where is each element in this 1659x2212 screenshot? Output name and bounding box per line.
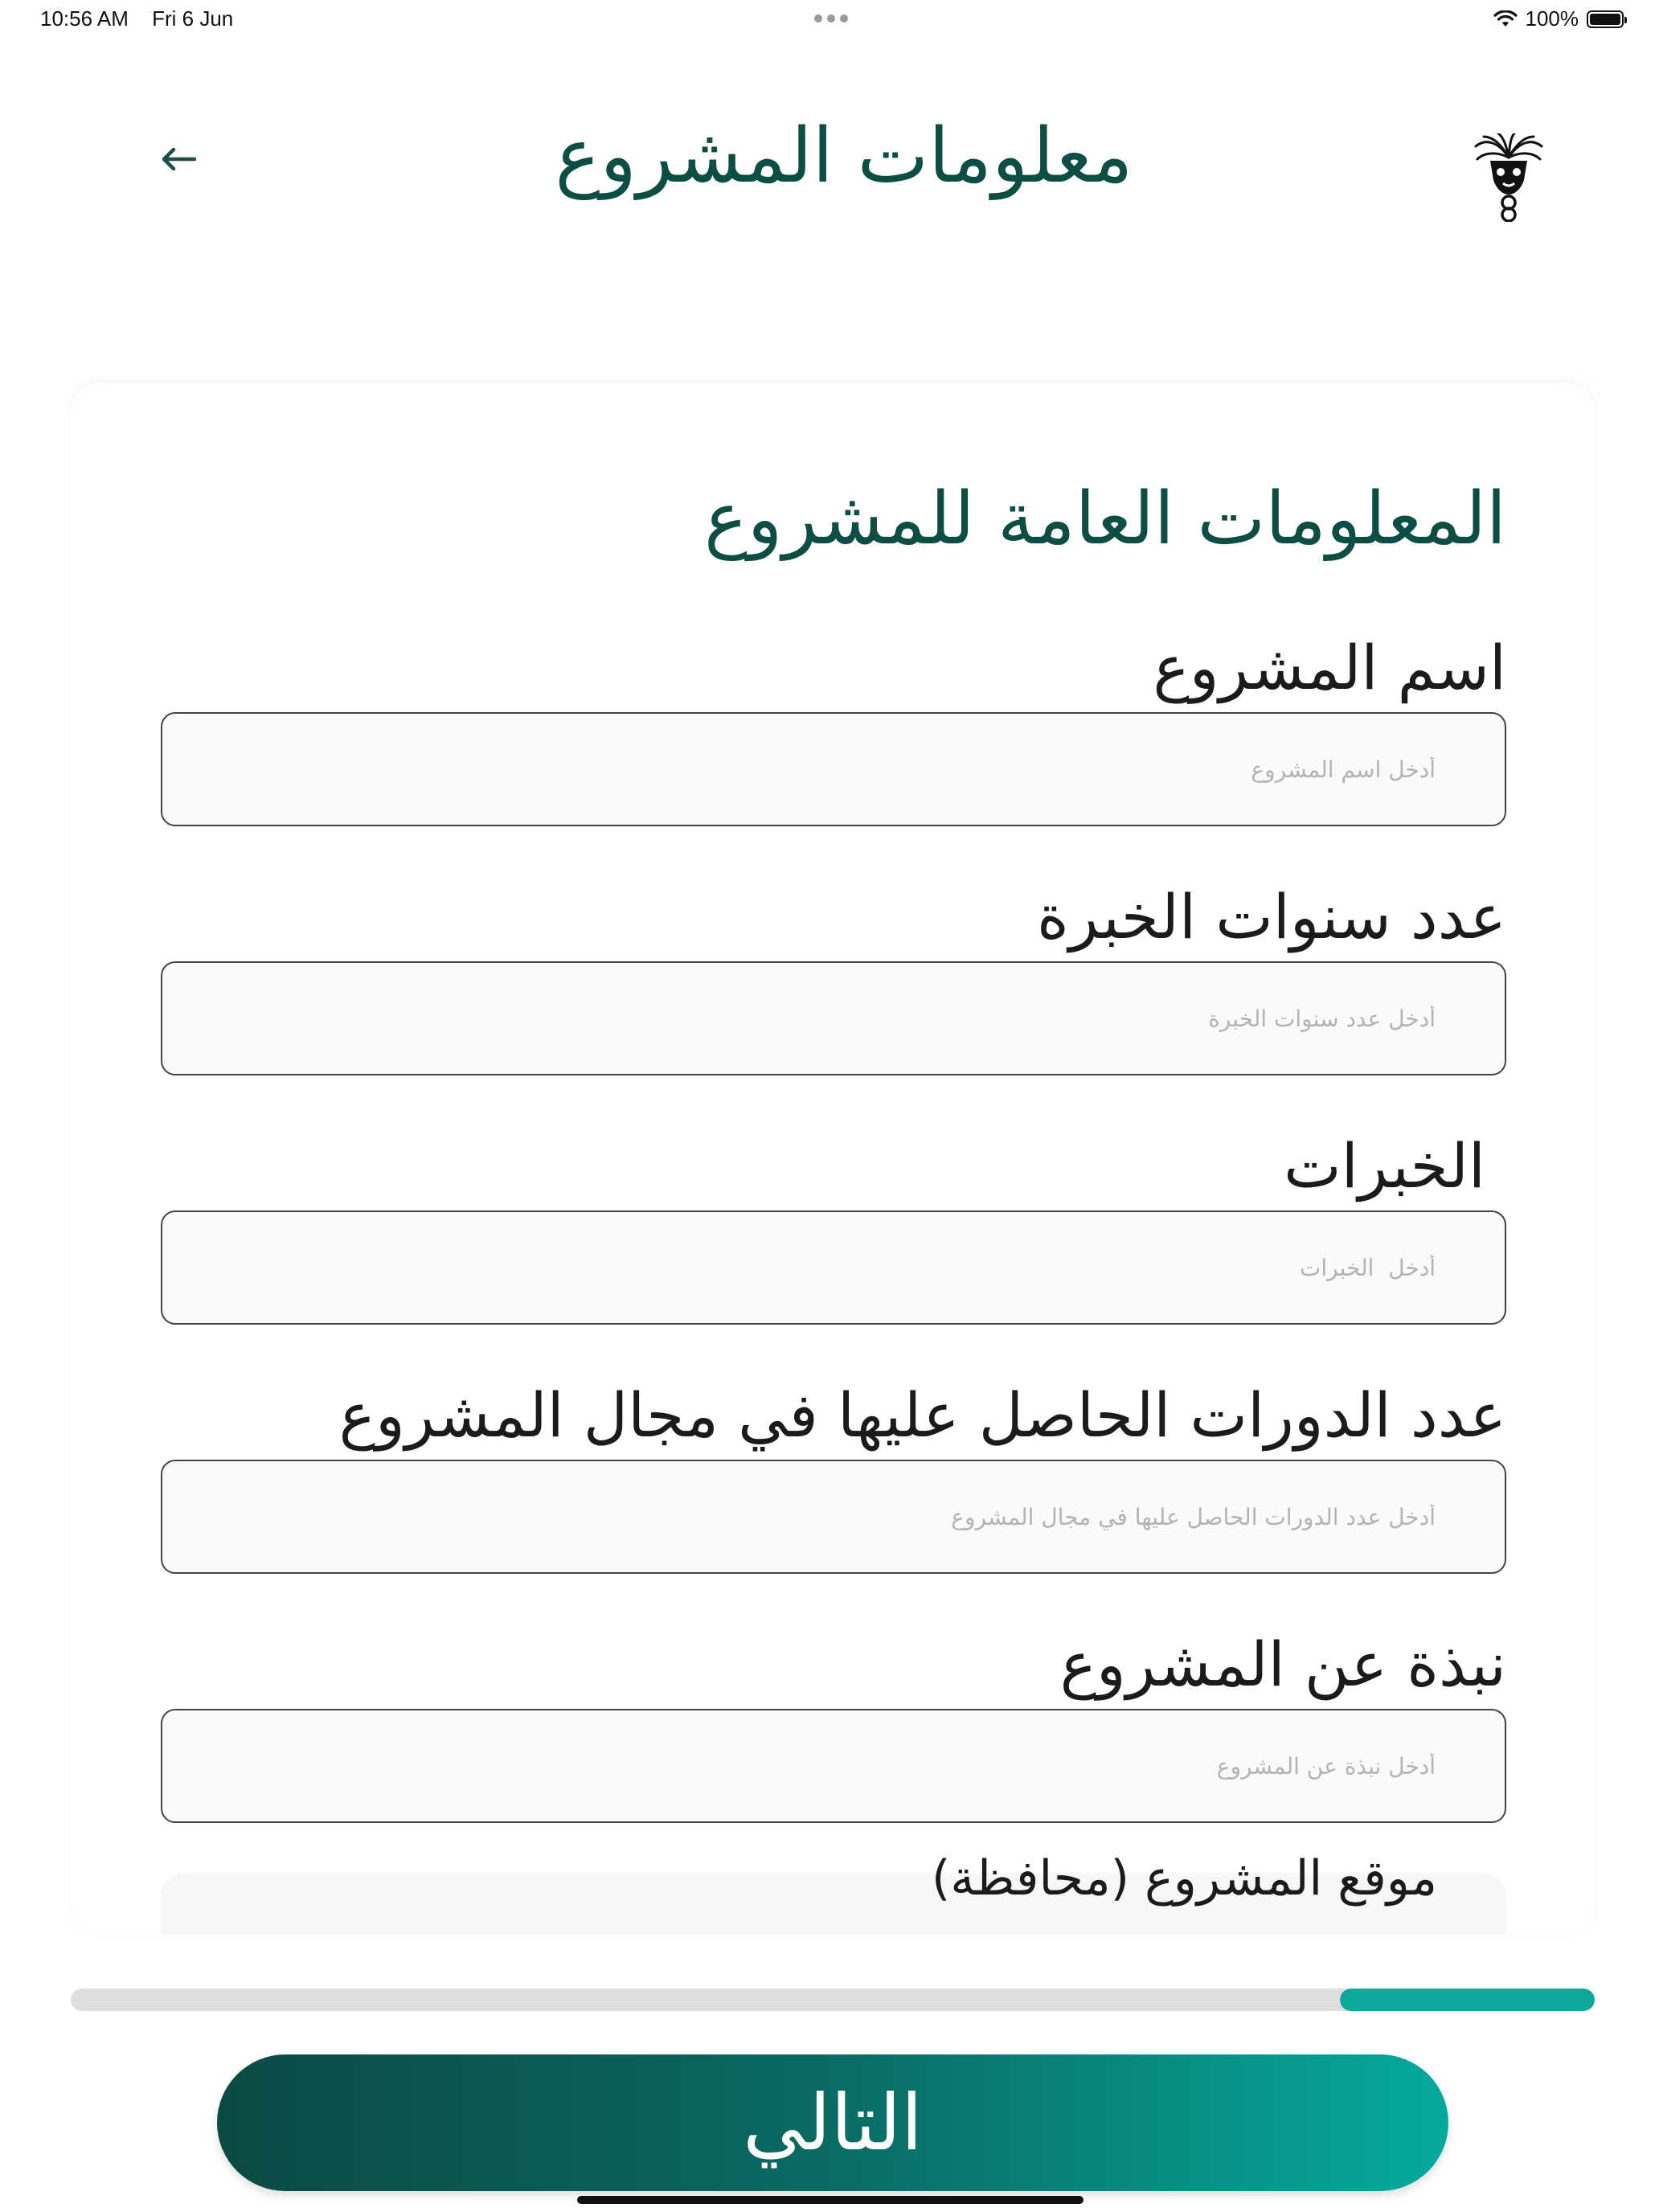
project-name-input[interactable] — [161, 712, 1506, 826]
experiences-input[interactable] — [161, 1210, 1506, 1325]
palm-face-logo — [1474, 133, 1543, 222]
experiences-label: الخبرات — [1284, 1130, 1485, 1202]
courses-count-label: عدد الدورات الحاصل عليها في مجال المشروع — [338, 1379, 1506, 1451]
project-summary-label: نبذة عن المشروع — [1059, 1628, 1506, 1700]
project-summary-input[interactable] — [161, 1709, 1506, 1823]
years-experience-label: عدد سنوات الخبرة — [1037, 881, 1506, 952]
multitasking-dots-icon[interactable] — [814, 14, 848, 23]
section-title: المعلومات العامة للمشروع — [704, 477, 1506, 561]
form-card — [71, 383, 1595, 1934]
status-time-date — [40, 6, 233, 31]
years-experience-input[interactable] — [161, 961, 1506, 1075]
arrow-left-icon[interactable] — [158, 141, 198, 177]
courses-count-input[interactable] — [161, 1460, 1506, 1574]
battery-icon — [1587, 10, 1624, 28]
progress-bar — [71, 1989, 1595, 2011]
project-location-label: موقع المشروع (محافظة) — [932, 1850, 1437, 1907]
status-date: Fri 6 Jun — [152, 6, 234, 31]
progress-fill — [1340, 1989, 1595, 2011]
project-name-label: اسم المشروع — [1153, 632, 1506, 703]
status-bar — [0, 0, 1659, 42]
battery-percent: 100% — [1525, 6, 1579, 31]
home-indicator[interactable] — [577, 2196, 1083, 2204]
next-button[interactable]: التالي — [217, 2054, 1448, 2191]
status-indicators — [1493, 6, 1624, 31]
wifi-icon — [1493, 10, 1518, 28]
page-title: معلومات المشروع — [555, 113, 1133, 200]
status-time: 10:56 AM — [40, 6, 129, 31]
